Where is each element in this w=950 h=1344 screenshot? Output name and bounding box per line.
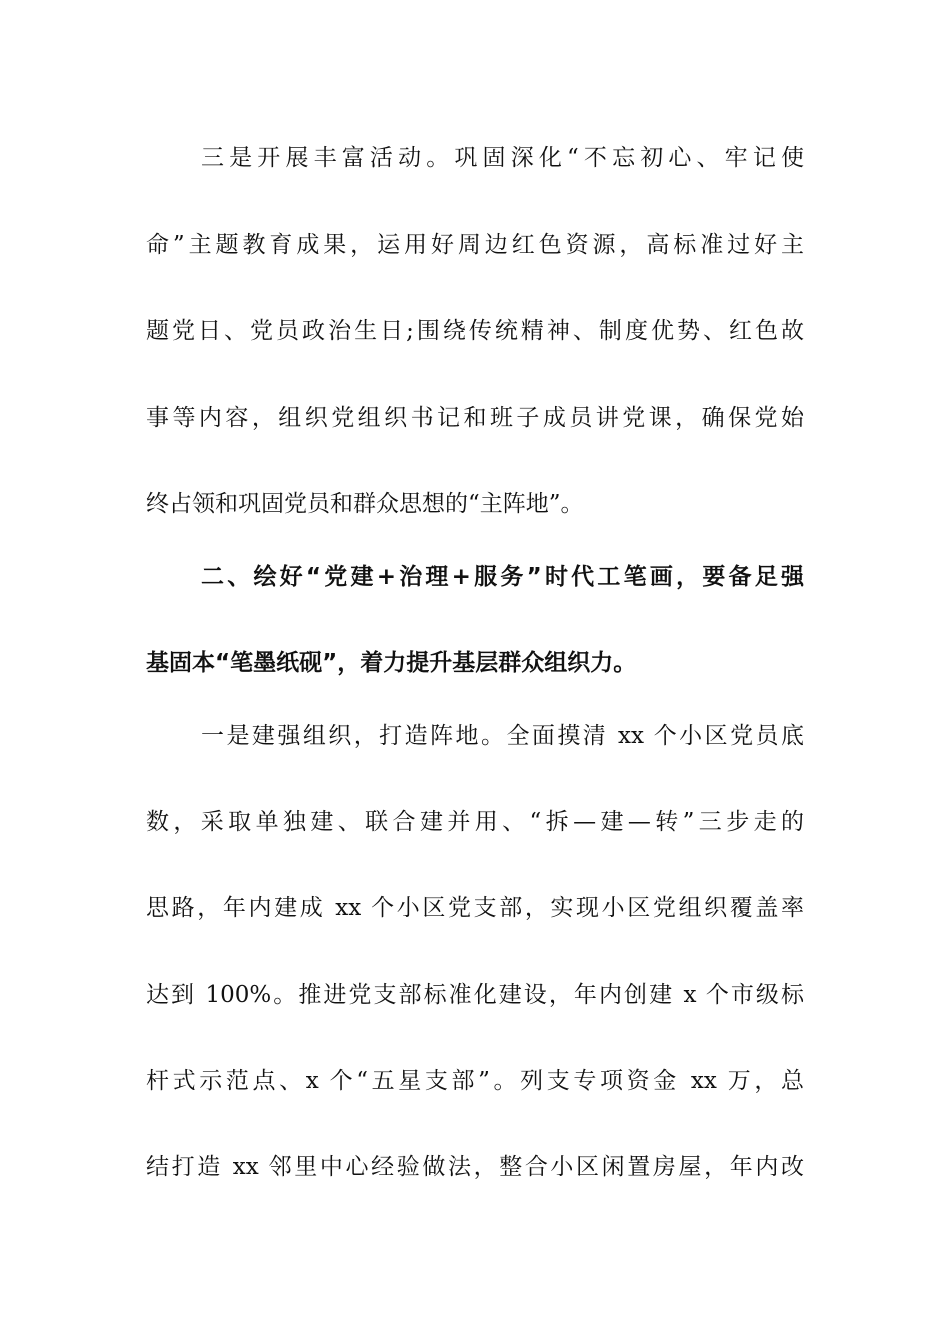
paragraph-line: 终占领和巩固党员和群众思想的“主阵地”。 (146, 491, 584, 517)
section-heading-line: 基固本“笔墨纸砚”，着力提升基层群众组织力。 (146, 650, 637, 676)
paragraph-line: 事等内容，组织党组织书记和班子成员讲党课，确保党始 (146, 405, 804, 431)
paragraph-line: 杆式示范点、x 个“五星支部”。列支专项资金 xx 万，总 (146, 1068, 804, 1094)
paragraph-line: 三是开展丰富活动。巩固深化“不忘初心、牢记使 (201, 145, 804, 171)
paragraph-line: 思路，年内建成 xx 个小区党支部，实现小区党组织覆盖率 (146, 895, 804, 921)
paragraph-line: 数，采取单独建、联合建并用、“拆—建—转”三步走的 (146, 809, 804, 835)
section-heading-line: 二、绘好“党建+治理+服务”时代工笔画，要备足强 (201, 564, 804, 590)
paragraph-line: 命”主题教育成果，运用好周边红色资源，高标准过好主 (146, 232, 804, 258)
paragraph-line: 结打造 xx 邻里中心经验做法，整合小区闲置房屋，年内改 (146, 1154, 804, 1180)
paragraph-line: 达到 100%。推进党支部标准化建设，年内创建 x 个市级标 (146, 982, 804, 1008)
paragraph-line: 一是建强组织，打造阵地。全面摸清 xx 个小区党员底 (201, 723, 804, 749)
paragraph-line: 题党日、党员政治生日;围绕传统精神、制度优势、红色故 (146, 318, 804, 344)
